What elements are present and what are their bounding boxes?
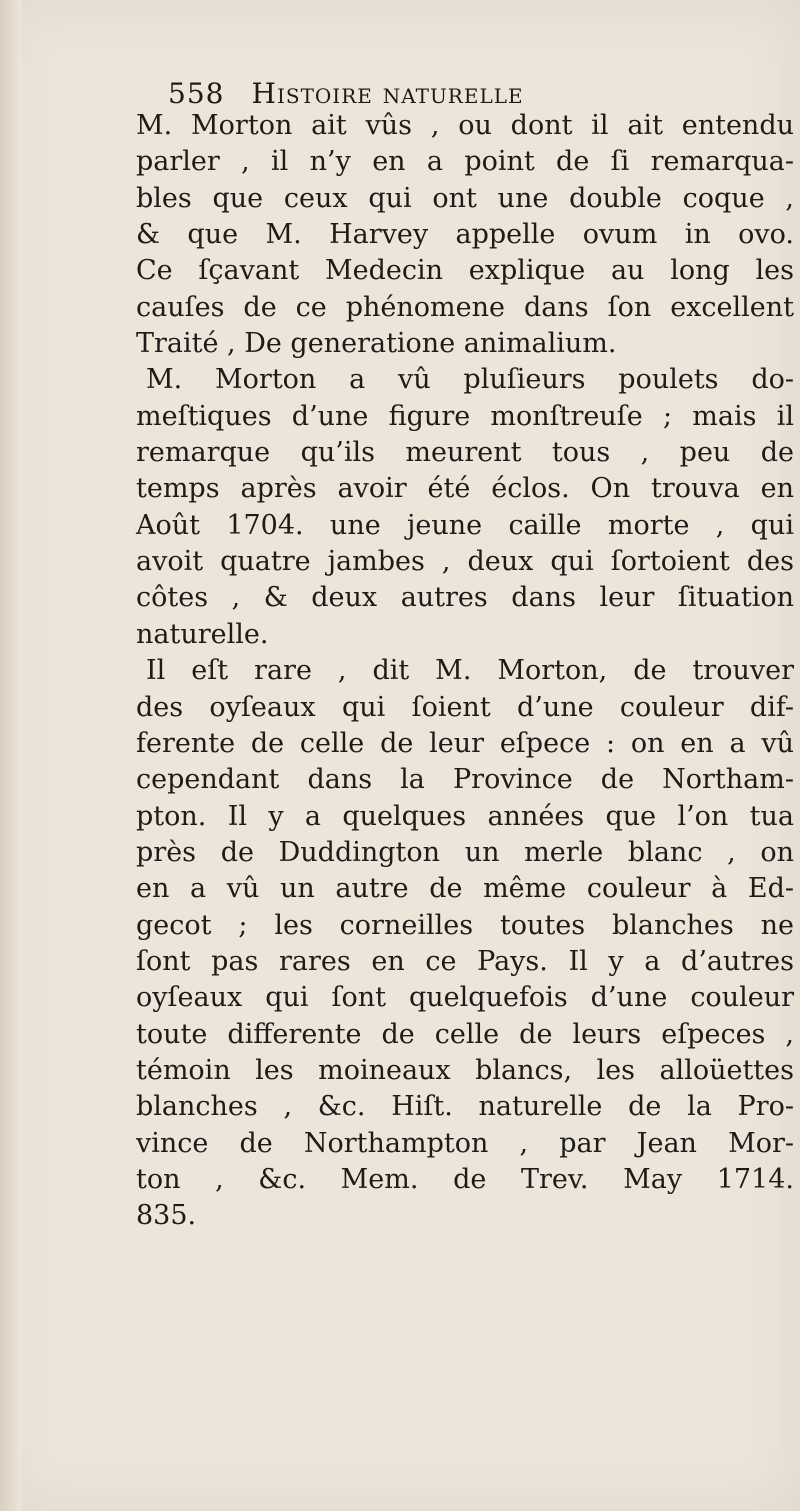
text-line: M. Morton ait vûs , ou dont il ait entendu: [136, 110, 794, 141]
text-line: cependant dans la Province de Northam-: [136, 764, 794, 796]
text-line: pton. Il y a quelques années que l’on tua: [136, 800, 794, 832]
body-text: [136, 108, 794, 1235]
text-line: remarque qu’ils meurent tous , peu de: [136, 437, 794, 469]
text-line: Traité , De generatione animalium.: [136, 328, 617, 360]
text-line: Il eſt rare , dit M. Morton, de trouver: [146, 655, 794, 687]
text-line: ton , &c. Mem. de Trev. May 1714.: [136, 1163, 794, 1195]
text-line: en a vû un autre de même couleur à Ed-: [136, 873, 794, 905]
text-line: côtes , & deux autres dans leur ſituation: [136, 582, 794, 614]
text-line: ſont pas rares en ce Pays. Il y a d’autres: [136, 945, 794, 977]
text-line: ferente de celle de leur eſpece : on en a vû: [136, 727, 794, 759]
text-line: vince de Northampton , par Jean Mor-: [136, 1127, 794, 1159]
text-line: meſtiques d’une figure monſtreuſe ; mais il: [136, 400, 794, 432]
running-title: Histoire naturelle: [251, 77, 524, 110]
text-line: avoit quatre jambes , deux qui ſortoient des: [136, 546, 794, 578]
text-line: 835.: [136, 1200, 197, 1232]
text-line: près de Duddington un merle blanc , on: [136, 836, 794, 868]
text-line: gecot ; les corneilles toutes blanches ne: [136, 909, 794, 941]
text-line: blanches , &c. Hiſt. naturelle de la Pro-: [136, 1091, 794, 1123]
text-line: cauſes de ce phénomene dans ſon excellent: [136, 291, 794, 323]
text-line: Ce ſçavant Medecin explique au long les: [136, 255, 794, 287]
text-line: bles que ceux qui ont une double coque ,: [136, 182, 794, 214]
text-line: témoin les moineaux blancs, les alloüettes: [136, 1054, 794, 1086]
text-line: toute differente de celle de leurs eſpeces ,: [136, 1018, 794, 1050]
text-line: parler , il n’y en a point de ſi remarqua-: [136, 146, 794, 178]
text-line: des oyſeaux qui ſoient d’une couleur dif-: [136, 691, 794, 723]
text-line: oyſeaux qui ſont quelquefois d’une couleur: [136, 982, 794, 1014]
text-line: naturelle.: [136, 618, 269, 650]
text-line: Août 1704. une jeune caille morte , qui: [136, 509, 794, 541]
page-gutter-shadow: [0, 0, 22, 1511]
text-line: M. Morton a vû pluſieurs poulets do-: [146, 364, 794, 396]
text-line: temps après avoir été éclos. On trouva en: [136, 473, 794, 505]
page-number: 558: [168, 77, 225, 110]
text-line: & que M. Harvey appelle ovum in ovo.: [136, 219, 794, 251]
